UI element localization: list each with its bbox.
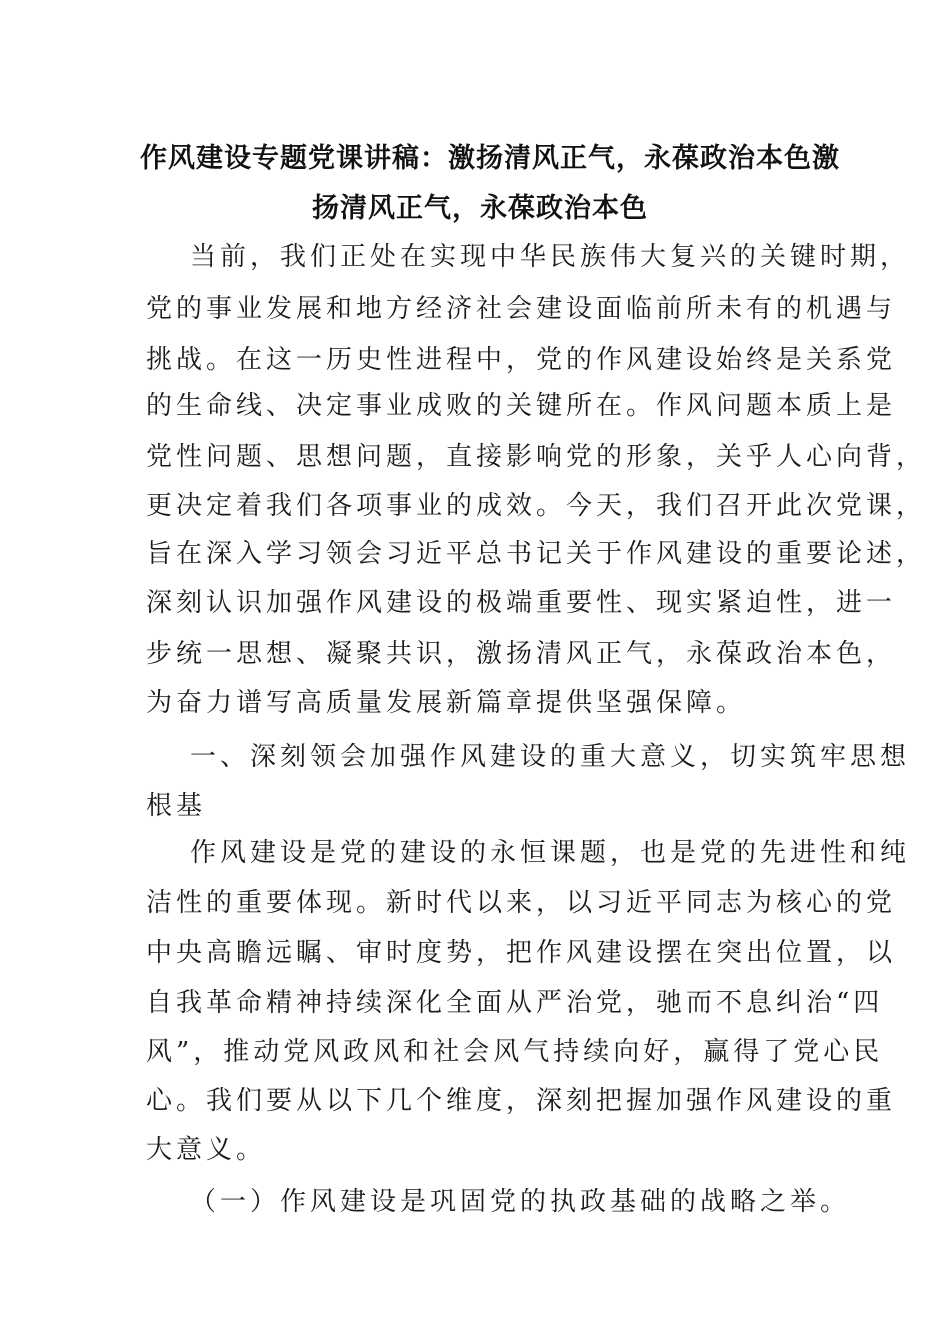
section-heading-1-line: 一、深刻领会加强作风建设的重大意义，切实筑牢思想 (190, 742, 911, 772)
paragraph-2-line: 洁性的重要体现。新时代以来，以习近平同志为核心的党 (146, 888, 897, 918)
paragraph-1-line: 步统一思想、凝聚共识，激扬清风正气，永葆政治本色， (146, 639, 897, 669)
subheading-1: （一）作风建设是巩固党的执政基础的战略之举。 (190, 1187, 851, 1217)
paragraph-1-line: 当前，我们正处在实现中华民族伟大复兴的关键时期， (190, 242, 911, 272)
paragraph-1-line: 挑战。在这一历史性进程中，党的作风建设始终是关系党 (146, 345, 897, 375)
paragraph-1-line: 旨在深入学习领会习近平总书记关于作风建设的重要论述， (146, 539, 927, 569)
document-title-line-1: 作风建设专题党课讲稿：激扬清风正气，永葆政治本色激 (140, 143, 840, 174)
paragraph-2-line: 自我革命精神持续深化全面从严治党，驰而不息纠治“四 (146, 988, 884, 1018)
document-title-line-2: 扬清风正气，永葆政治本色 (312, 193, 648, 224)
paragraph-2-line: 作风建设是党的建设的永恒课题，也是党的先进性和纯 (190, 838, 911, 868)
paragraph-1-line: 为奋力谱写高质量发展新篇章提供坚强保障。 (146, 688, 747, 718)
paragraph-2-line: 心。我们要从以下几个维度，深刻把握加强作风建设的重 (146, 1086, 897, 1116)
paragraph-1-line: 深刻认识加强作风建设的极端重要性、现实紧迫性，进一 (146, 588, 897, 618)
section-heading-1-line: 根基 (146, 791, 207, 821)
paragraph-1-line: 党性问题、思想问题，直接影响党的形象，关乎人心向背， (146, 442, 927, 472)
paragraph-2-line: 大意义。 (146, 1135, 267, 1165)
paragraph-1-line: 的生命线、决定事业成败的关键所在。作风问题本质上是 (146, 391, 897, 421)
paragraph-1-line: 更决定着我们各项事业的成效。今天，我们召开此次党课， (146, 491, 927, 521)
paragraph-2-line: 风”，推动党风政风和社会风气持续向好，赢得了党心民 (146, 1037, 884, 1067)
paragraph-2-line: 中央高瞻远瞩、审时度势，把作风建设摆在突出位置，以 (146, 938, 897, 968)
paragraph-1-line: 党的事业发展和地方经济社会建设面临前所未有的机遇与 (146, 294, 897, 324)
